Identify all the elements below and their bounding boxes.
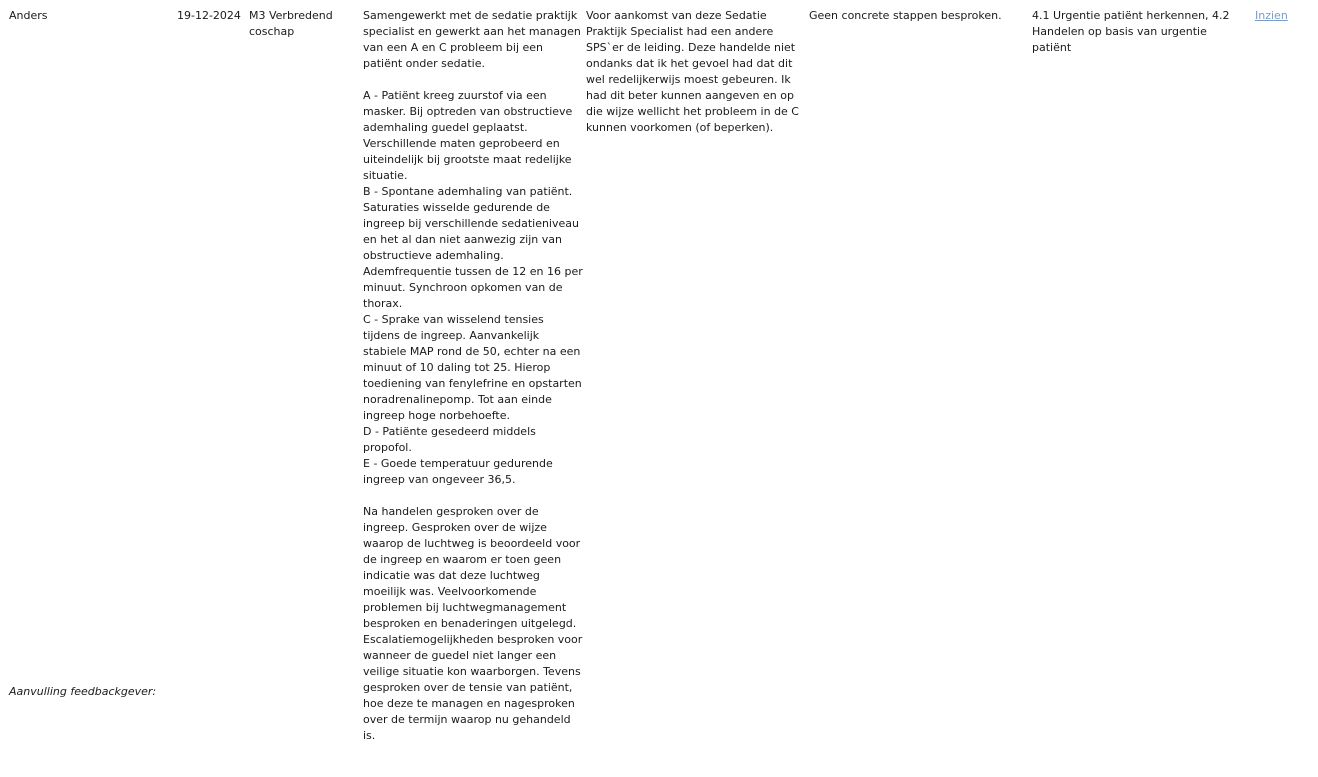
view-cell — [1255, 8, 1305, 24]
competencies-text: 4.1 Urgentie patiënt herkennen, 4.2 Handelen op basis van urgentie patiënt — [1032, 9, 1230, 54]
view-link[interactable]: Inzien — [1255, 9, 1288, 22]
description-b: B - Spontane ademhaling van patiënt. Saturaties wisselde gedurende de ingreep bij verschillende sedatieniveau en het al dan niet aanwezig zijn van obstructieve ademhaling. Ademfrequentie tussen de 12 en 16 per minuut. Synchroon opkomen van de thorax. — [363, 185, 583, 310]
description-d: D - Patiënte gesedeerd middels propofol. — [363, 425, 536, 454]
description-debrief: Na handelen gesproken over de ingreep. Gesproken over de wijze waarop de luchtweg is beoordeeld voor de ingreep en waarom er toen geen indicatie was dat deze luchtweg moeilijk was. Veelvoorkomende problemen bij luchtwegmanagement besproken en benaderingen uitgelegd. Escalatiemogelijkheden besproken voor wanneer de guedel niet langer een veilige situatie kon waarborgen. Tevens gesproken over de tensie van patiënt, hoe deze te managen en nagesproken over de termijn waarop nu gehandeld is. — [363, 505, 583, 742]
feedback-giver-name: Anders — [9, 9, 48, 22]
description-c: C - Sprake van wisselend tensies tijdens de ingreep. Aanvankelijk stabiele MAP rond de 50, echter na een minuut of 10 daling tot 25. Hierop toediening van fenylefrine en opstarten noradrenalinepomp. Tot aan einde ingreep hoge norbehoefte. — [363, 313, 582, 422]
description-a: A - Patiënt kreeg zuurstof via een masker. Bij optreden van obstructieve ademhaling guedel geplaatst. Verschillende maten geprobeerd en uiteindelijk bij grootste maat redelijke situatie. — [363, 89, 573, 182]
feedback-date: 19-12-2024 — [177, 9, 241, 22]
reflection-text — [586, 8, 802, 136]
description-intro: Samengewerkt met de sedatie praktijk specialist en gewerkt aan het managen van een A en C probleem bij een patiënt onder sedatie. — [363, 9, 581, 70]
reflection-paragraph: Voor aankomst van deze Sedatie Praktijk Specialist had een andere SPS`er de leiding. Deze handelde niet ondanks dat ik het gevoel had dat dit wel redelijkerwijs moest gebeuren. Ik had dit beter kunnen aangeven en op die wijze wellicht het probleem in de C kunnen voorkomen (of beperken). — [586, 9, 799, 134]
situation-description — [363, 8, 583, 744]
rotation-type: M3 Verbredend coschap — [249, 9, 333, 38]
supplement-label: Aanvulling feedbackgever: — [9, 685, 157, 698]
description-e: E - Goede temperatuur gedurende ingreep van ongeveer 36,5. — [363, 457, 553, 486]
next-steps-text: Geen concrete stappen besproken. — [809, 9, 1002, 22]
